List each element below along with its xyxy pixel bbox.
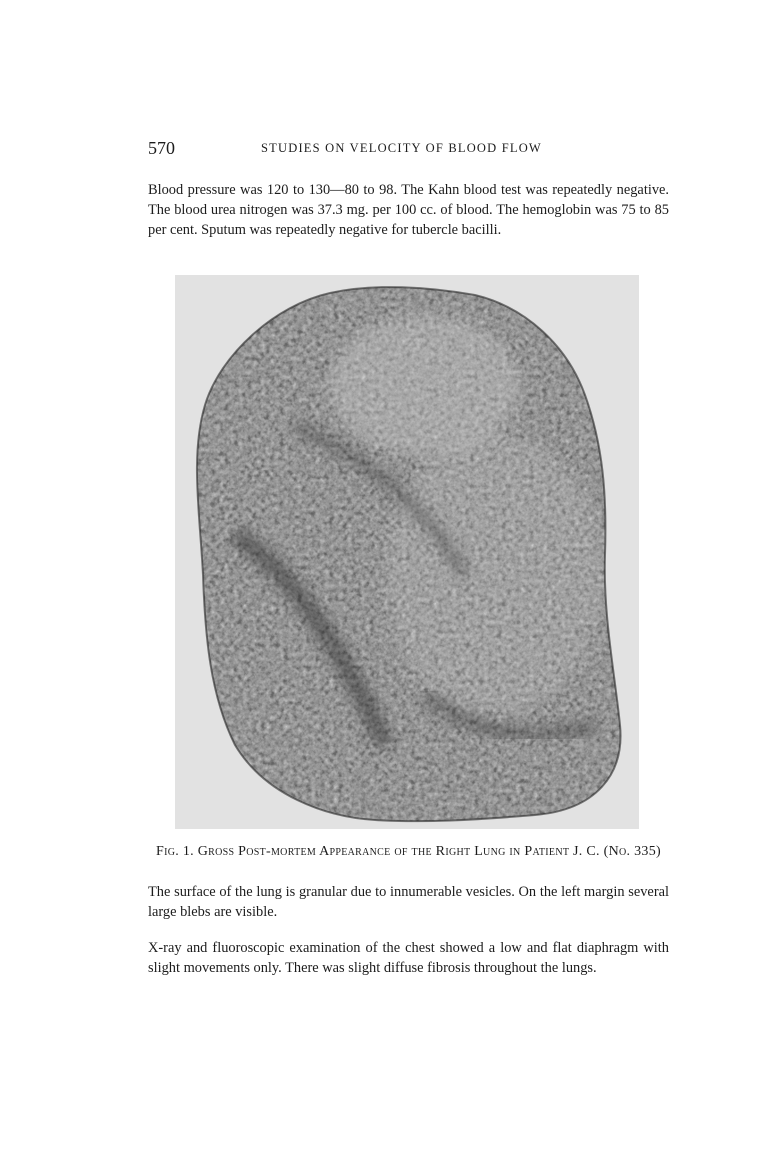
figure-label: Fig. 1. Gross Post-mortem Appearance of the Right Lung in Patient J. C. (No. 335) <box>155 844 661 859</box>
body-paragraph-2: X-ray and fluoroscopic examination of the chest showed a low and flat diaphragm with slight movements only. There was slight diffuse fibrosis throughout the lungs. <box>148 940 669 976</box>
page-number: 570 <box>148 138 175 158</box>
page-header <box>148 138 668 162</box>
lung-photograph <box>175 275 639 829</box>
figure-caption: The surface of the lung is granular due to innumerable vesicles. On the left margin several large blebs are visible. <box>148 884 669 920</box>
body-paragraph-1: Blood pressure was 120 to 130—80 to 98. The Kahn blood test was repeatedly negative. The blood urea nitrogen was 37.3 mg. per 100 cc. of blood. The hemoglobin was 75 to 85 per cent. Sputum was repeatedly negative for tubercle bacilli. <box>148 182 669 238</box>
running-title: STUDIES ON VELOCITY OF BLOOD FLOW <box>261 141 542 155</box>
